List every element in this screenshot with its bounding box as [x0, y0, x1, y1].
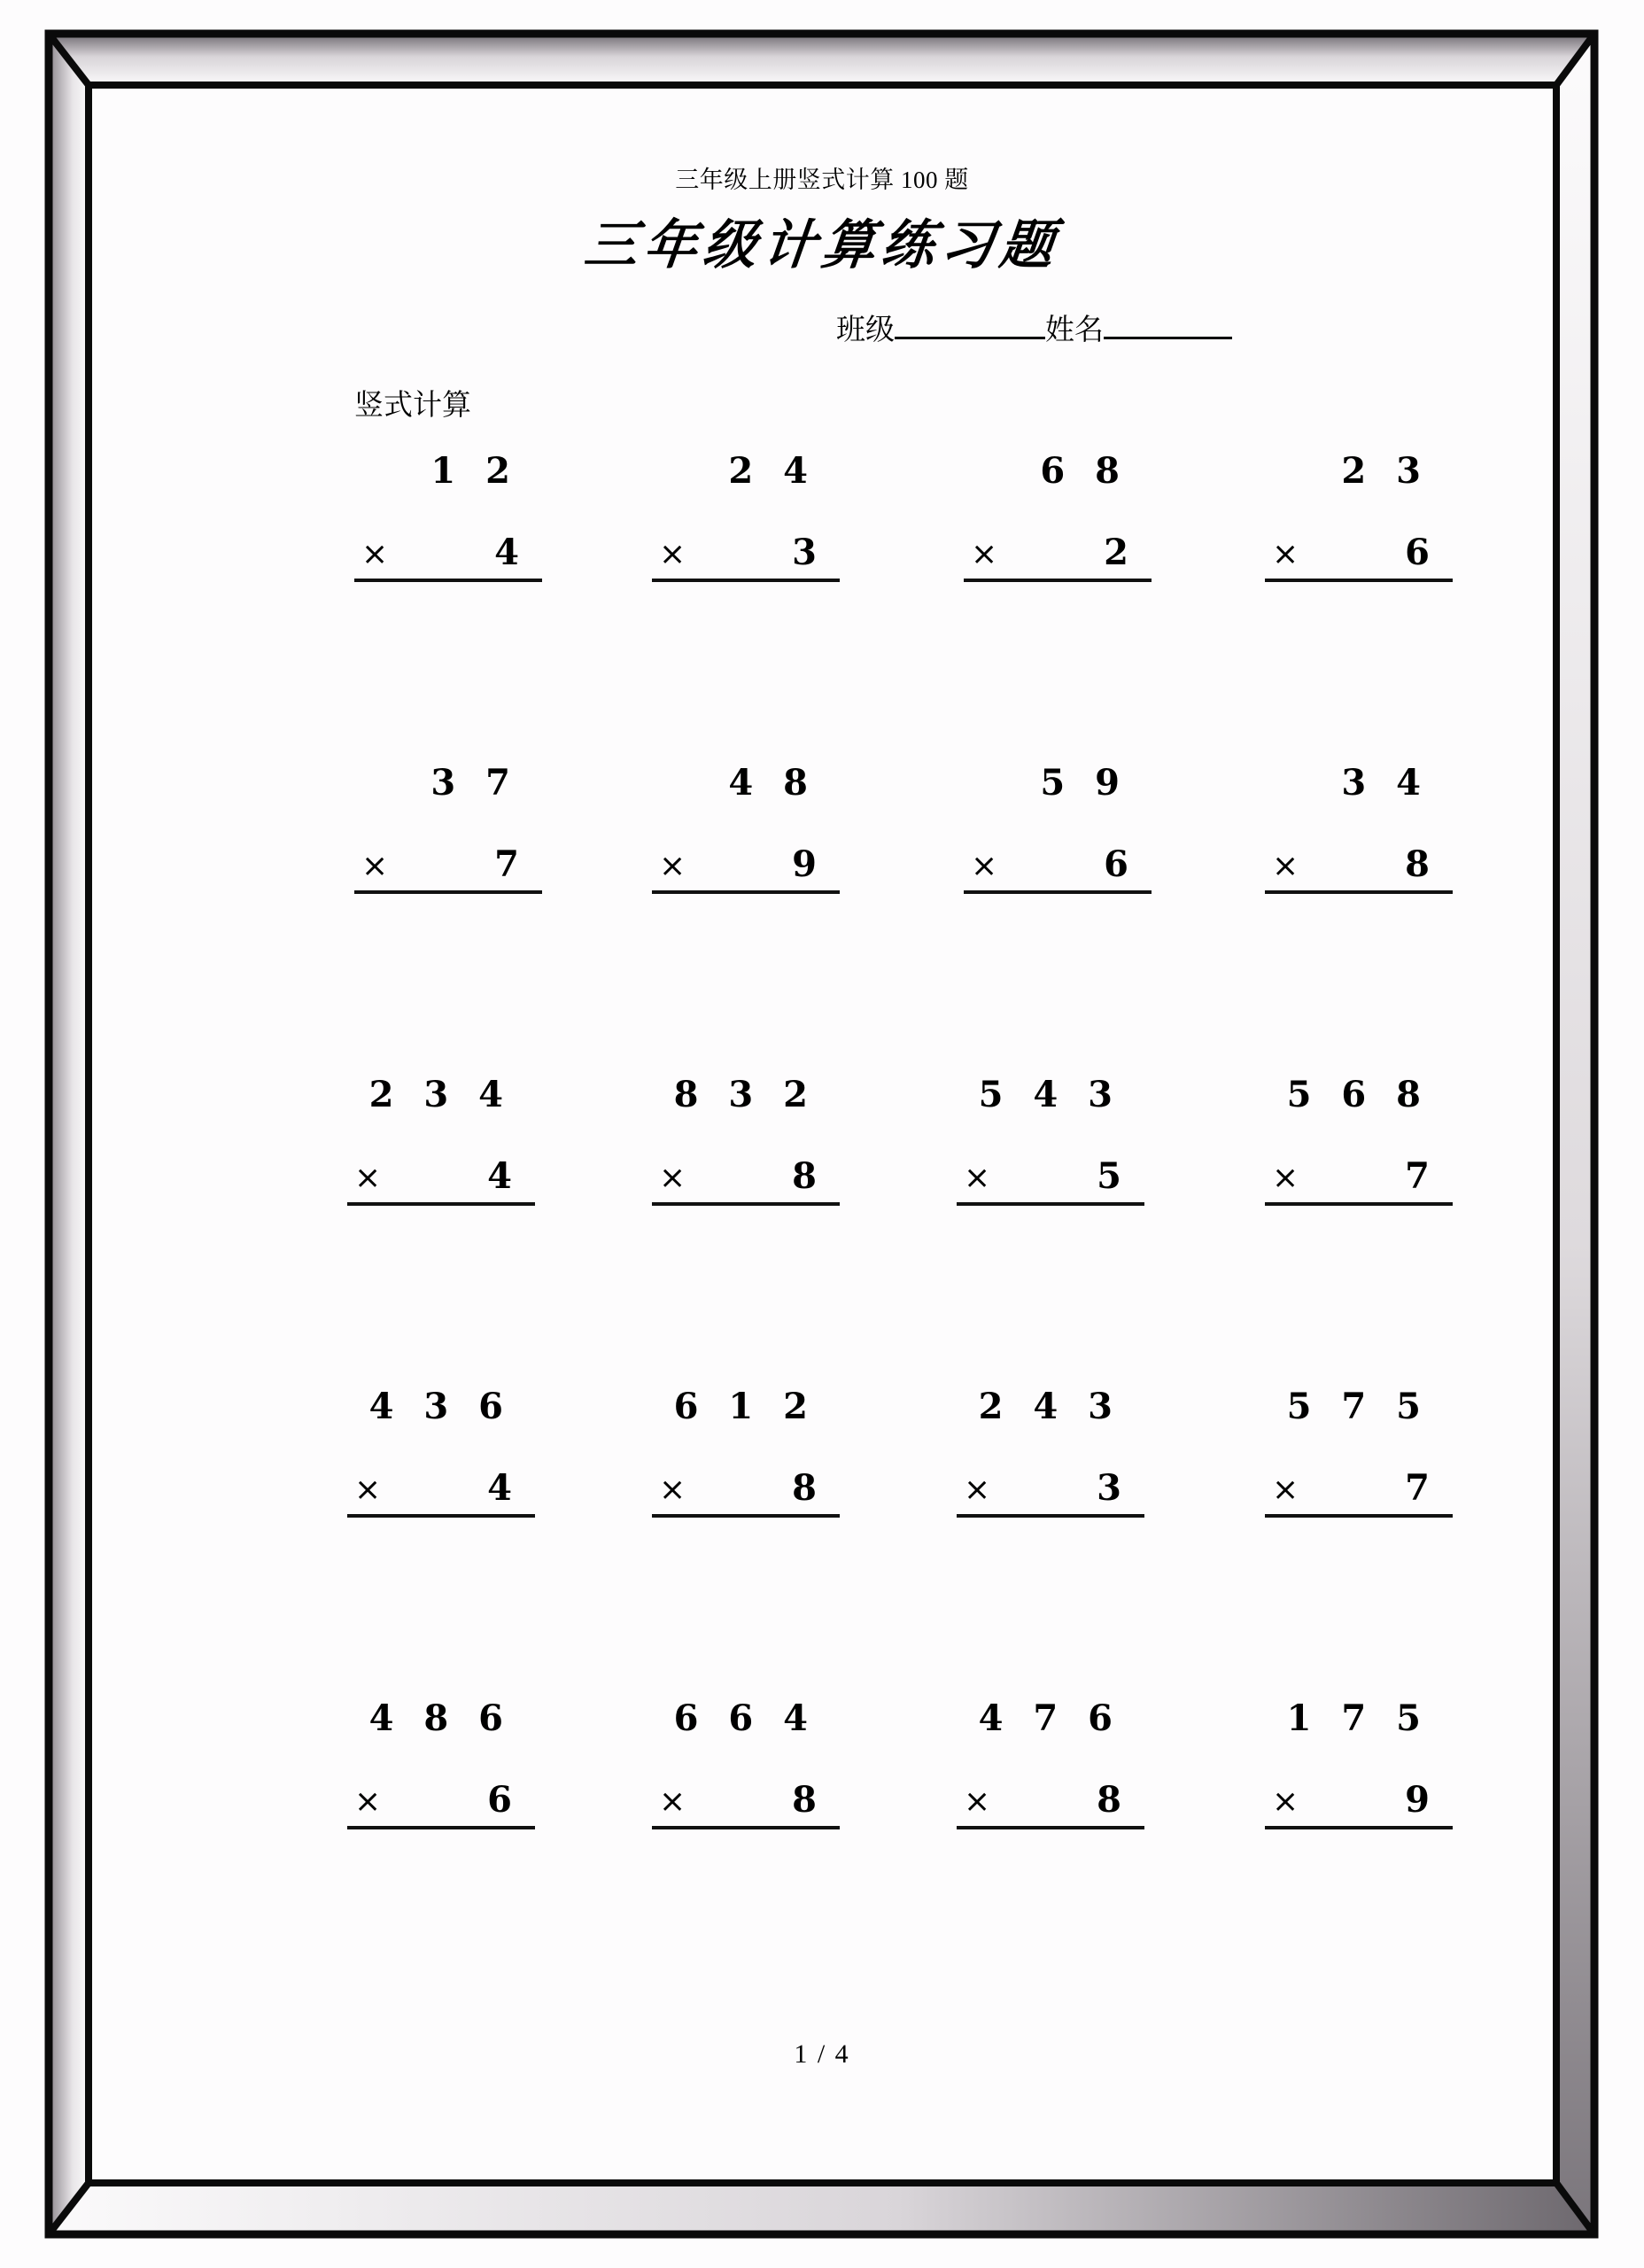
problem-row [354, 1697, 1552, 2013]
student-info-line [92, 310, 1552, 346]
multiply-icon: × [659, 848, 686, 885]
problem-item [354, 450, 640, 765]
problem-operand-bottom: 3 [1097, 1467, 1121, 1510]
problem-item [354, 1697, 640, 2013]
problem-operand-bottom: 8 [1405, 843, 1430, 886]
problem-operand-bottom-row [347, 1155, 535, 1206]
document-body [92, 85, 1552, 2183]
multiply-icon: × [659, 1472, 686, 1509]
problem-operand-top: 4 7 6 [978, 1697, 1121, 1740]
problem-operand-bottom: 3 [792, 532, 817, 574]
problem-row [354, 1074, 1552, 1389]
problem-operand-top: 2 4 [728, 450, 817, 493]
problem-operand-bottom: 6 [487, 1779, 512, 1821]
problem-operand-top: 2 3 4 [368, 1074, 512, 1116]
problem-operand-bottom-row [652, 1467, 840, 1518]
problem-operand-top: 2 4 3 [978, 1386, 1121, 1428]
multiply-icon: × [964, 1783, 991, 1821]
multiply-icon: × [1272, 536, 1299, 573]
multiply-icon: × [1272, 1783, 1299, 1821]
problem-operand-bottom: 8 [1097, 1779, 1121, 1821]
problem-operand-bottom-row [1265, 1467, 1453, 1518]
problem-operand-bottom-row [652, 1779, 840, 1829]
problem-operand-bottom-row [964, 843, 1152, 894]
problem-operand-bottom-row [957, 1467, 1144, 1518]
problem-operand-bottom: 7 [1405, 1155, 1430, 1198]
multiply-icon: × [971, 848, 998, 885]
problem-operand-bottom-row [652, 843, 840, 894]
multiply-icon: × [971, 536, 998, 573]
problem-operand-bottom-row [354, 843, 542, 894]
problem-item [1210, 1386, 1495, 1701]
problem-operand-bottom: 2 [1104, 532, 1128, 574]
problem-operand-bottom-row [957, 1779, 1144, 1829]
problem-item [354, 762, 640, 1077]
multiply-icon: × [659, 1160, 686, 1197]
problem-operand-bottom: 6 [1104, 843, 1128, 886]
problem-item [925, 1074, 1210, 1389]
problem-operand-top: 5 9 [1040, 762, 1128, 804]
problem-item [925, 450, 1210, 765]
problem-operand-bottom: 8 [792, 1467, 817, 1510]
problem-item [640, 450, 925, 765]
problem-operand-bottom-row [652, 532, 840, 582]
problem-operand-bottom-row [1265, 843, 1453, 894]
problem-item [1210, 1074, 1495, 1389]
problem-operand-top: 6 6 4 [673, 1697, 817, 1740]
multiply-icon: × [361, 536, 389, 573]
problem-operand-bottom: 4 [494, 532, 519, 574]
problem-operand-bottom-row [1265, 532, 1453, 582]
problem-operand-bottom-row [354, 532, 542, 582]
page-title: 三年级计算练习题 [581, 214, 1063, 277]
problem-operand-bottom: 7 [494, 843, 519, 886]
name-label: 姓名 [1045, 315, 1104, 347]
multiply-icon: × [659, 1783, 686, 1821]
problem-operand-top: 3 4 [1341, 762, 1430, 804]
problem-item [640, 1074, 925, 1389]
problem-operand-bottom: 8 [792, 1779, 817, 1821]
problem-item [1210, 762, 1495, 1077]
page-number-footer: 1 / 4 [794, 2039, 850, 2069]
problem-operand-bottom-row [347, 1779, 535, 1829]
problem-item [640, 1386, 925, 1701]
multiply-icon: × [354, 1160, 382, 1197]
problem-item [640, 762, 925, 1077]
problem-item [925, 1697, 1210, 2013]
multiply-icon: × [1272, 1160, 1299, 1197]
problem-operand-bottom: 7 [1405, 1467, 1430, 1510]
problem-operand-top: 8 3 2 [673, 1074, 817, 1116]
problem-item [1210, 450, 1495, 765]
problem-operand-bottom: 5 [1097, 1155, 1121, 1198]
multiply-icon: × [964, 1160, 991, 1197]
problem-operand-bottom: 6 [1405, 532, 1430, 574]
problem-operand-top: 5 6 8 [1286, 1074, 1430, 1116]
problem-operand-bottom: 9 [1405, 1779, 1430, 1821]
problem-operand-top: 1 2 [430, 450, 519, 493]
class-label: 班级 [836, 315, 895, 347]
problem-item [354, 1074, 640, 1389]
problem-operand-bottom-row [1265, 1155, 1453, 1206]
problem-item [640, 1697, 925, 2013]
problem-row [354, 450, 1552, 765]
problem-operand-top: 2 3 [1341, 450, 1430, 493]
problem-operand-top: 4 3 6 [368, 1386, 512, 1428]
problem-item [925, 1386, 1210, 1701]
multiply-icon: × [659, 536, 686, 573]
problem-operand-top: 1 7 5 [1286, 1697, 1430, 1740]
problem-operand-top: 4 8 6 [368, 1697, 512, 1740]
problem-row [354, 762, 1552, 1077]
problem-operand-top: 6 8 [1040, 450, 1128, 493]
problem-operand-bottom-row [347, 1467, 535, 1518]
multiply-icon: × [1272, 1472, 1299, 1509]
multiply-icon: × [361, 848, 389, 885]
problem-item [354, 1386, 640, 1701]
problem-operand-bottom: 4 [487, 1155, 512, 1198]
problem-operand-bottom-row [957, 1155, 1144, 1206]
problem-item [1210, 1697, 1495, 2013]
class-blank-field[interactable] [895, 310, 1045, 339]
problem-operand-bottom: 8 [792, 1155, 817, 1198]
problem-operand-bottom-row [1265, 1779, 1453, 1829]
multiply-icon: × [354, 1783, 382, 1821]
document-header: 三年级上册竖式计算 100 题 [675, 167, 969, 193]
problem-operand-top: 4 8 [728, 762, 817, 804]
section-label: 竖式计算 [354, 390, 471, 423]
problem-operand-bottom-row [964, 532, 1152, 582]
multiply-icon: × [354, 1472, 382, 1509]
multiply-icon: × [1272, 848, 1299, 885]
problem-grid [92, 450, 1552, 2013]
multiply-icon: × [964, 1472, 991, 1509]
problem-operand-bottom: 4 [487, 1467, 512, 1510]
problem-operand-bottom: 9 [792, 843, 817, 886]
name-blank-field[interactable] [1104, 310, 1232, 339]
problem-operand-top: 3 7 [430, 762, 519, 804]
problem-operand-top: 6 1 2 [673, 1386, 817, 1428]
problem-operand-top: 5 4 3 [978, 1074, 1121, 1116]
problem-operand-top: 5 7 5 [1286, 1386, 1430, 1428]
problem-row [354, 1386, 1552, 1701]
problem-item [925, 762, 1210, 1077]
problem-operand-bottom-row [652, 1155, 840, 1206]
